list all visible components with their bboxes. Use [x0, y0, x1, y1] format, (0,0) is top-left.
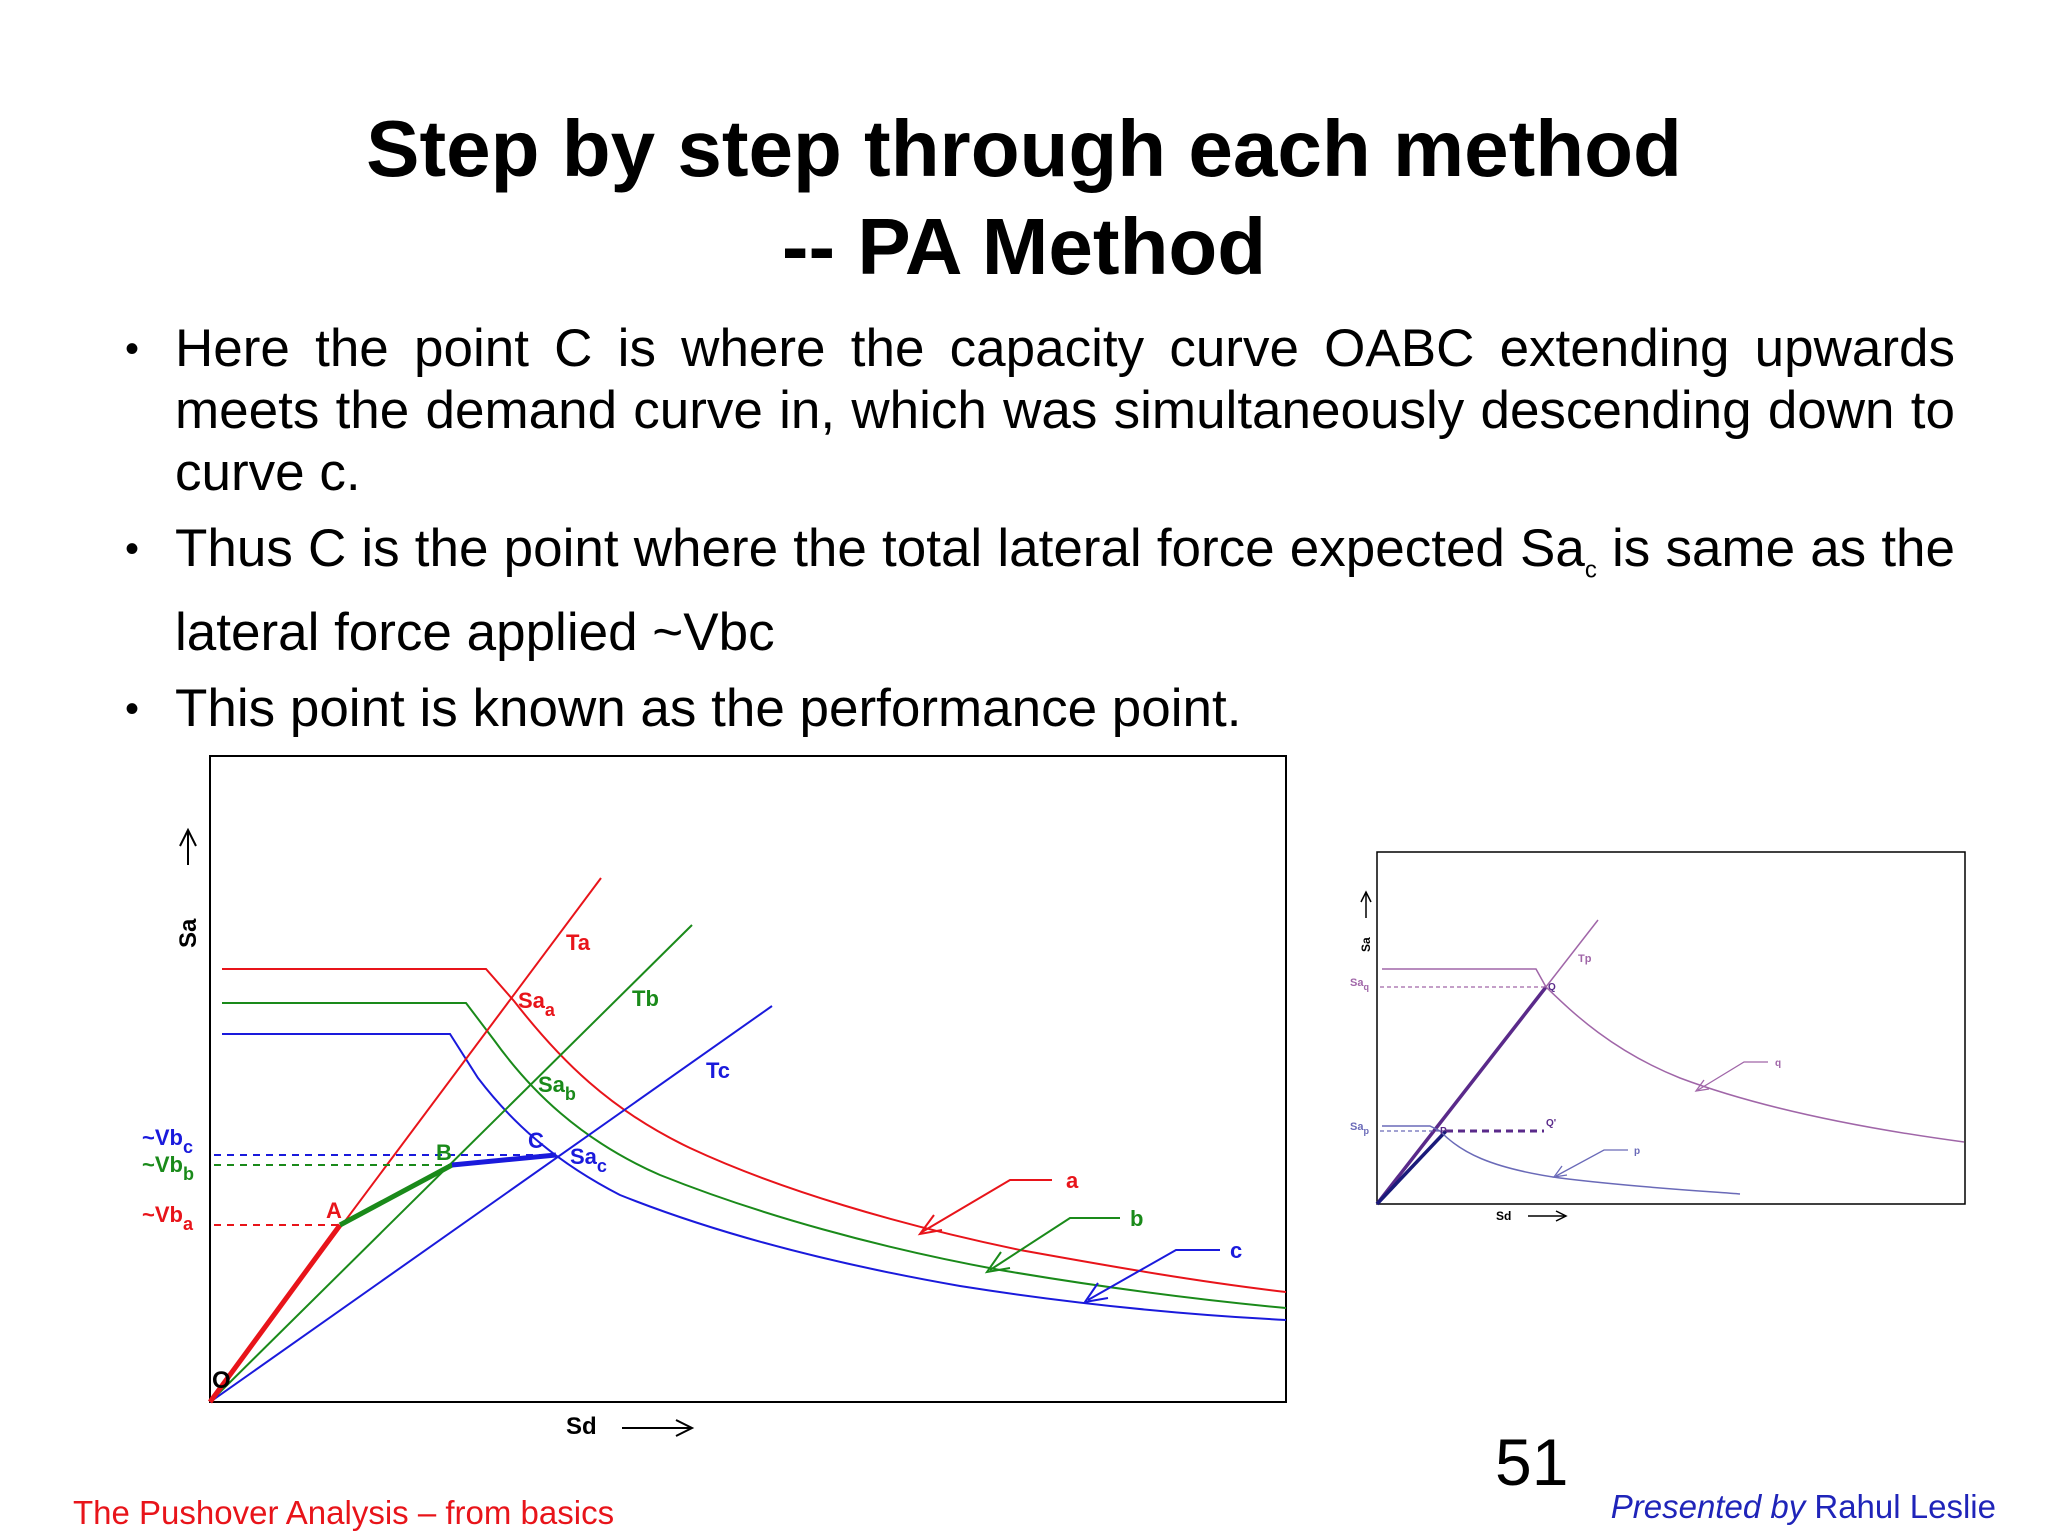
footer-presented-by: Presented by [1610, 1488, 1806, 1525]
curve-c-label: c [1230, 1238, 1243, 1263]
vb-c-label: $\sim Vb_c$ [142, 1125, 193, 1157]
curve-b-label: b [1130, 1206, 1144, 1231]
bullet-text-1: Here the point C is where the capacity curve OABC extending upwards meets the demand curve in, which was simultaneously descending down to curve c. [175, 319, 1955, 502]
title-line-1: Step by step through each method [366, 104, 1682, 193]
point-b-label: B [436, 1140, 452, 1165]
bullet-dot: • [125, 686, 140, 731]
vb-b-label: $\sim Vb_b$ [142, 1152, 194, 1184]
tp-label: Tp [1578, 953, 1592, 965]
sap-label: $Sa_p$ [1350, 1121, 1369, 1136]
point-a-label: A [326, 1198, 342, 1223]
footer-author: Rahul Leslie [1814, 1488, 1996, 1525]
sa-a-label: $Sa_a$ [518, 988, 555, 1020]
bullet-text-2-subscript: c [1584, 556, 1597, 584]
bullet-dot: • [125, 327, 140, 371]
small-x-axis-label: Sd [1496, 1209, 1512, 1223]
main-x-axis-label: Sd [566, 1413, 597, 1440]
bullet-text-3: This point is known as the performance point. [175, 678, 1242, 738]
small-y-axis-label: Sa [1359, 937, 1373, 952]
main-y-axis-label: Sa [175, 918, 202, 948]
small-sa-axis-arrow [1361, 892, 1371, 918]
curve-q-label: q [1775, 1058, 1782, 1069]
bullet-text-2-after: is same as the lateral force applied ~Vbc [175, 519, 1955, 662]
footer-right [1611, 1488, 1996, 1526]
ta-label: Ta [566, 930, 591, 955]
title-line-2: -- PA Method [781, 202, 1267, 291]
page-number: 51 [1495, 1425, 1569, 1499]
sa-b-label: $Sa_b$ [538, 1072, 576, 1104]
small-sd-axis-arrow [1528, 1211, 1566, 1221]
point-q-label: Q [1548, 982, 1556, 993]
curve-p-label: p [1634, 1146, 1641, 1157]
vb-a-label: $\sim Vb_a$ [142, 1202, 193, 1234]
sa-c-label: $Sa_c$ [570, 1144, 607, 1176]
tc-label: Tc [706, 1058, 731, 1083]
footer-left: The Pushover Analysis – from basics [73, 1494, 615, 1531]
point-p-label: P [1440, 1126, 1447, 1137]
bullet-dot: • [125, 527, 140, 571]
origin-label: O [212, 1367, 231, 1394]
curve-a-label: a [1066, 1168, 1079, 1193]
saq-label: $Sa_q$ [1350, 977, 1369, 992]
bullet-text-2-before: Thus C is the point where the total lateral force expected Sa [175, 519, 1585, 578]
tb-label: Tb [632, 986, 659, 1011]
point-q-prime-label: Q' [1546, 1118, 1557, 1129]
point-c-label: C [528, 1128, 544, 1153]
